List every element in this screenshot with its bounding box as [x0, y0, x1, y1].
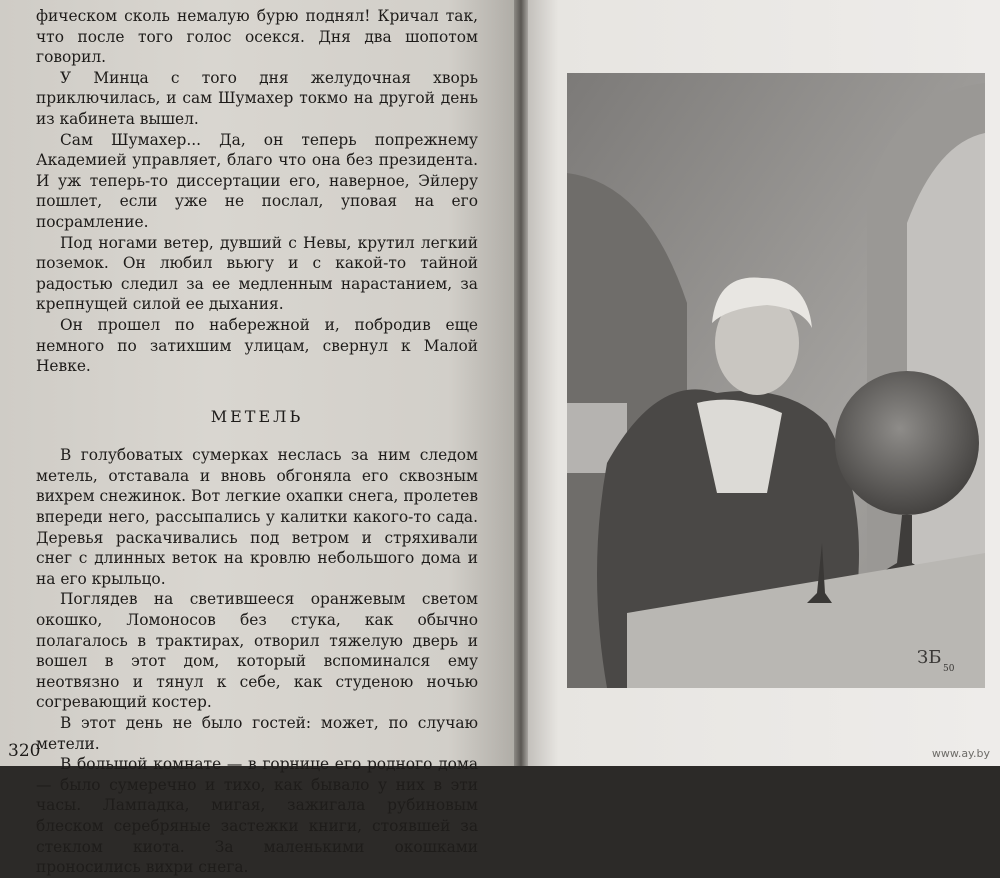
globe: [835, 371, 979, 515]
illustration-year: 50: [943, 664, 955, 674]
paragraph: Под ногами ветер, дувший с Невы, крутил легкий поземок. Он любил вьюгу и с какой-то тайной радостью следил за ее медленным нарастанием, за крепнущей силой ее дыхания.: [36, 233, 478, 314]
left-page-text: [36, 6, 478, 878]
book-gutter: [514, 0, 528, 766]
paragraph: В голубоватых сумерках неслась за ним следом метель, отставала и вновь обгоняла его сквозным вихрем снежинок. Вот легкие охапки снега, пролетев впереди него, рассыпались у калитки какого-то сада. Деревья раскачивались под ветром и стряхивали снег с длинных веток на кровлю небольшого дома и на его крыльцо.: [36, 446, 478, 588]
illustration-signature: ЗБ: [917, 647, 942, 668]
paragraph: фическом сколь немалую бурю поднял! Кричал так, что после того голос осекся. Дня два шопотом говорил.: [36, 7, 478, 67]
paragraph: Поглядев на светившееся оранжевым светом окошко, Ломоносов без стука, как обычно полагалось в трактирах, отворил тяжелую дверь и вошел в этот дом, который вспоминался ему неотвязно и тянул к себе, как студеною ночью согревающий костер.: [36, 590, 478, 712]
paragraph: У Минца с того дня желудочная хворь приключилась, и сам Шумахер токмо на другой день из кабинета вышел.: [36, 68, 478, 128]
watermark: www.ay.by: [931, 747, 990, 760]
paragraph: В этот день не было гостей: может, по случаю метели.: [36, 714, 478, 753]
chapter-title: МЕТЕЛЬ: [210, 406, 304, 426]
portrait-drawing: [567, 73, 985, 688]
paragraph: Он прошел по набережной и, побродив еще немного по затихшим улицам, свернул к Малой Невке.: [36, 315, 478, 376]
paragraph: Сам Шумахер... Да, он теперь попрежнему Академией управляет, благо что она без президента. И уж теперь-то диссертации его, наверное, Эйлеру пошлет, если уже не послал, уповая на его посрамление.: [36, 130, 478, 231]
paragraph: В большой комнате — в горнице его родного дома — было сумеречно и тихо, как бывало у них в эти часы. Лампадка, мигая, зажигала рубиновым блеском серебряные застежки книги, стоявшей за стеклом киота. За маленькими окошками проносились вихри снега.: [36, 755, 478, 877]
portrait-illustration: [567, 73, 985, 688]
page-number: 320: [8, 741, 41, 761]
window-light: [907, 133, 985, 593]
